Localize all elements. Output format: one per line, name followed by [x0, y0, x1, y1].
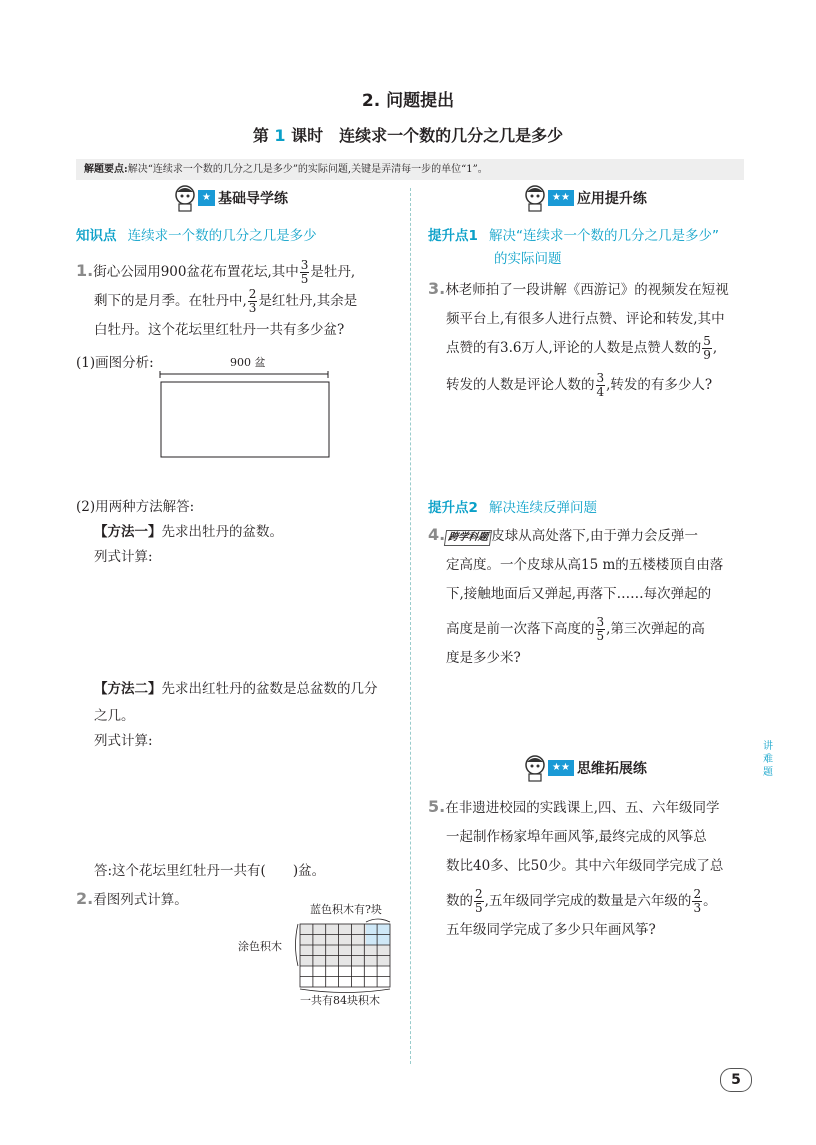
- improve-point-2: [428, 496, 597, 516]
- knowledge-point: [76, 224, 317, 244]
- column-divider: [410, 188, 411, 1064]
- q4-text: 高度是前一次落下高度的: [446, 621, 595, 637]
- q2-number: 2.: [76, 889, 94, 908]
- badge-star: ★★: [548, 190, 574, 206]
- method-2-text: 先求出红牡丹的盆数是总盆数的几分: [161, 681, 378, 697]
- fraction: $\frac{3}{4}$: [596, 371, 605, 399]
- q4-text: 度是多少米?: [446, 650, 521, 666]
- method-1-text: 先求出牡丹的盆数。: [161, 524, 283, 540]
- kp-title: 连续求一个数的几分之几是多少: [127, 228, 317, 244]
- q2-top-label: 蓝色积木有?块: [310, 903, 382, 916]
- q5-text: 一起制作杨家埠年画风筝,最终完成的风筝总: [446, 829, 707, 845]
- lesson-suffix: 课时 连续求一个数的几分之几是多少: [291, 126, 564, 145]
- thinking-badge: [522, 758, 647, 786]
- calc-label-1: 列式计算:: [94, 549, 153, 565]
- q3-text: 频平台上,有很多人进行点赞、评论和转发,其中: [446, 311, 725, 327]
- question-2: [76, 884, 188, 915]
- method-2-cont: 之几。: [94, 708, 135, 724]
- lesson-title: [0, 123, 816, 146]
- method-2-tag: 【方法二】: [94, 681, 162, 697]
- tip-label: 解题要点:: [84, 164, 128, 175]
- section-title: 2. 问题提出: [361, 91, 455, 111]
- question-3: [428, 274, 758, 400]
- q1-sub1: (1)画图分析:: [76, 355, 154, 371]
- student-mascot-icon: [522, 184, 548, 212]
- q3-text: ,转发的有多少人?: [606, 377, 713, 393]
- q3-text: 点赞的有3.6万人,评论的人数是点赞人数的: [446, 340, 702, 356]
- question-1: [76, 256, 396, 345]
- q4-text: 下,接触地面后又弹起,再落下……每次弹起的: [446, 586, 712, 602]
- badge-label: 应用提升练: [576, 191, 647, 207]
- fraction: $\frac{3}{5}$: [596, 615, 605, 643]
- bar-diagram: [158, 370, 332, 460]
- q1-sub2: (2)用两种方法解答:: [76, 499, 195, 515]
- method-1-tag: 【方法一】: [94, 524, 162, 540]
- lesson-prefix: 第: [252, 126, 269, 145]
- fraction: $\frac{2}{5}$: [475, 887, 483, 915]
- kp-label: 知识点: [76, 228, 117, 244]
- q1-text: 是红牡丹,其余是: [258, 293, 358, 309]
- student-mascot-icon: [522, 754, 548, 782]
- tp1-label: 提升点1: [428, 228, 478, 244]
- q4-number: 4.: [428, 525, 446, 544]
- q1-text: 白牡丹。这个花坛里红牡丹一共有多少盆?: [94, 322, 345, 338]
- q4-text: 皮球从高处落下,由于弹力会反弹一: [491, 528, 699, 544]
- fraction: $\frac{2}{3}$: [248, 287, 257, 315]
- tip-bar: [76, 159, 744, 180]
- fraction: $\frac{2}{3}$: [693, 887, 702, 915]
- fraction: $\frac{3}{5}$: [300, 258, 309, 286]
- right-badge: [522, 188, 647, 216]
- fraction: $\frac{5}{9}$: [703, 334, 711, 362]
- tp2-label: 提升点2: [428, 500, 478, 516]
- page-number: 5: [720, 1068, 752, 1092]
- q5-text: 数比40多、比50少。其中六年级同学完成了总: [446, 858, 724, 874]
- q3-text: 林老师拍了一段讲解《西游记》的视频发在短视: [445, 282, 729, 298]
- method-2: [94, 675, 378, 704]
- student-mascot-icon: [172, 184, 198, 212]
- q1-text: 剩下的是月季。在牡丹中,: [94, 293, 247, 309]
- q3-text: 转发的人数是评论人数的: [446, 377, 595, 393]
- q2-left-label: 涂色积木: [238, 940, 282, 953]
- improve-point-1: [428, 224, 719, 270]
- q5-text: ,五年级同学完成的数量是六年级的: [484, 893, 692, 909]
- q3-text: ,: [712, 340, 718, 356]
- question-5: [428, 792, 758, 945]
- diagram-label: 900 盆: [230, 356, 266, 369]
- q5-text: 在非遗进校园的实践课上,四、五、六年级同学: [445, 800, 720, 816]
- badge-star: ★: [198, 190, 215, 206]
- badge-label: 基础导学练: [217, 191, 288, 207]
- tp1-title-2: 的实际问题: [494, 251, 562, 267]
- lecture-hard-note[interactable]: 讲难题: [763, 741, 773, 778]
- calc-label-2: 列式计算:: [94, 733, 153, 749]
- q4-text: 定高度。一个皮球从高15 m的五楼楼顶自由落: [446, 557, 724, 573]
- tp2-title: 解决连续反弹问题: [489, 500, 597, 516]
- q5-number: 5.: [428, 797, 446, 816]
- q3-number: 3.: [428, 279, 446, 298]
- q2-text: 看图列式计算。: [93, 892, 188, 908]
- q1-text: 是牡丹,: [310, 264, 356, 280]
- left-badge: [172, 188, 288, 216]
- q4-text: ,第三次弹起的高: [606, 621, 705, 637]
- q1-text: 街心公园用900盆花布置花坛,其中: [93, 264, 299, 280]
- q1-answer: 答:这个花坛里红牡丹一共有( )盆。: [94, 863, 326, 879]
- q2-bottom-label: 一共有84块积木: [300, 994, 380, 1007]
- question-4: [428, 520, 758, 673]
- q5-text: 。: [703, 893, 717, 909]
- badge-star: ★★: [548, 760, 574, 776]
- q5-text: 五年级同学完成了多少只年画风筝?: [446, 922, 656, 938]
- block-grid: [288, 916, 398, 996]
- lesson-number: 1: [274, 126, 286, 145]
- tip-text: 解决“连续求一个数的几分之几是多少”的实际问题,关键是弄清每一步的单位“1”。: [127, 164, 488, 175]
- badge-label: 思维拓展练: [576, 761, 647, 777]
- tp1-title: 解决“连续求一个数的几分之几是多少”: [489, 228, 719, 244]
- q1-number: 1.: [76, 261, 94, 280]
- cross-subject-tag: 跨学科题: [444, 530, 492, 546]
- q5-text: 数的: [446, 893, 473, 909]
